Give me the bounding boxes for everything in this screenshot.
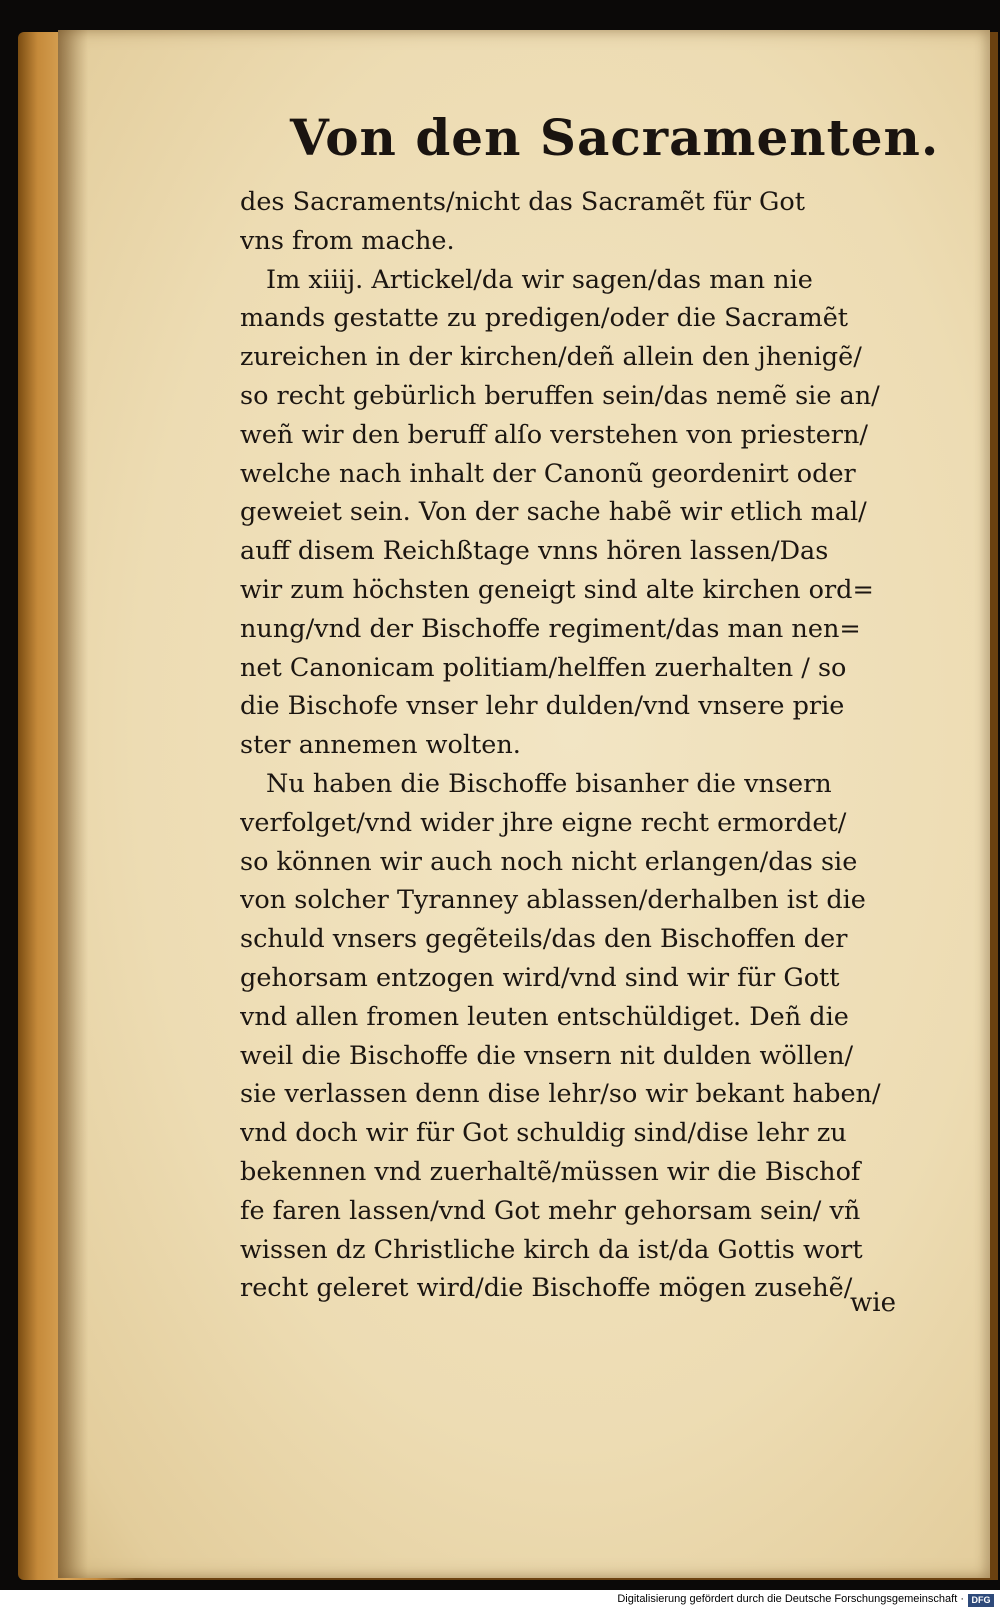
page-heading: Von den Sacramenten. (290, 108, 940, 167)
text-line: des Sacraments/nicht das Sacramẽt für Got (240, 187, 806, 217)
text-line: nung/vnd der Bischoffe regiment/das man nen= (240, 613, 861, 644)
text-line: schuld vnsers gegẽteils/das den Bischoffen der (240, 924, 848, 955)
text-line: zureichen in der kirchen/deñ allein den jhenigẽ/ (240, 342, 862, 373)
funding-credit: Digitalisierung gefördert durch die Deutsche Forschungsgemeinschaft · (617, 1593, 964, 1605)
text-line: auff disem Reichßtage vnns hören lassen/Das (240, 536, 829, 567)
page-body-text (240, 183, 920, 1308)
text-line: bekennen vnd zuerhaltẽ/müssen wir die Bischof (240, 1156, 861, 1187)
text-line: vnd allen fromen leuten entschüldiget. Deñ die (240, 1001, 849, 1032)
text-line: Nu haben die Bischoffe bisanher die vnsern (266, 768, 832, 799)
text-line: ster annemen wolten. (240, 730, 521, 761)
text-line: vnd doch wir für Got schuldig sind/dise lehr zu (240, 1118, 847, 1149)
text-line: wir zum höchsten geneigt sind alte kirchen ord= (240, 574, 874, 605)
text-line: fe faren lassen/vnd Got mehr gehorsam sein/ vñ (240, 1195, 861, 1226)
text-line: verfolget/vnd wider jhre eigne recht ermordet/ (240, 807, 847, 838)
dfg-logo: DFG (968, 1594, 994, 1607)
text-line: Im xiiij. Artickel/da wir sagen/das man nie (266, 264, 813, 295)
text-line: mands gestatte zu predigen/oder die Sacramẽt (240, 303, 849, 334)
text-line: vns from mache. (240, 225, 455, 256)
text-line: weñ wir den beruff alſo verstehen von priestern/ (240, 419, 868, 450)
text-line: welche nach inhalt der Canonũ geordenirt oder (240, 458, 856, 489)
text-line: wissen dz Christliche kirch da ist/da Gottis wort (240, 1234, 863, 1265)
text-line: weil die Bischoffe die vnsern nit dulden wöllen/ (240, 1040, 854, 1071)
text-line: so können wir auch noch nicht erlangen/das sie (240, 846, 858, 877)
text-line: recht geleret wird/die Bischoffe mögen zusehẽ/ (240, 1273, 853, 1304)
text-line: net Canonicam politiam/helffen zuerhalten / so (240, 652, 847, 683)
text-line: gehorsam entzogen wird/vnd sind wir für Gott (240, 962, 840, 993)
text-line: geweiet sein. Von der sache habẽ wir etlich mal/ (240, 497, 867, 528)
text-line: die Bischofe vnser lehr dulden/vnd vnsere prie (240, 691, 845, 722)
text-line: von solcher Tyranney ablassen/derhalben ist die (240, 885, 866, 916)
footer-bar (0, 1590, 1000, 1612)
catchword: wie (850, 1288, 896, 1318)
text-line: so recht gebürlich beruffen sein/das nemẽ sie an/ (240, 380, 880, 411)
text-line: sie verlassen denn dise lehr/so wir bekant haben/ (240, 1079, 881, 1110)
page-gutter-shadow (58, 30, 88, 1578)
